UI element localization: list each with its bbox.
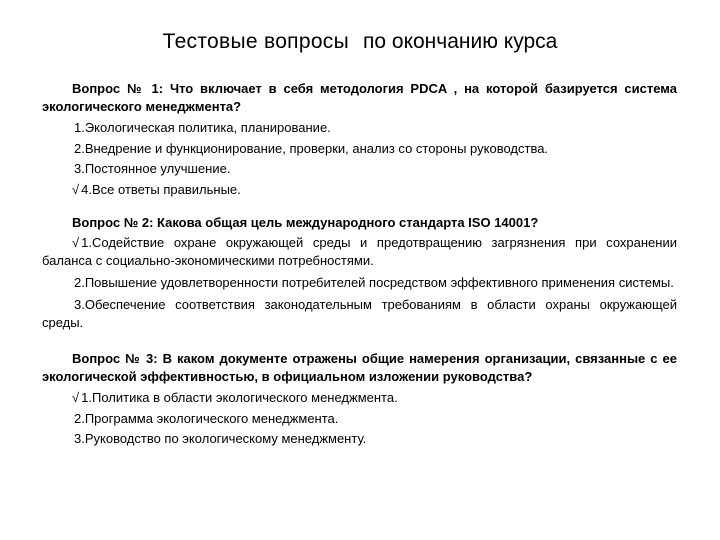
answer-text: 1.Политика в области экологического менеджмента. <box>81 390 398 405</box>
question-1-text: Вопрос № 1: Что включает в себя методология PDCA , на которой базируется система экологического менеджмента? <box>42 81 677 114</box>
check-mark: √ <box>72 390 80 405</box>
answer-1-1 <box>42 118 677 139</box>
check-mark: √ <box>72 181 80 197</box>
answer-text: 2.Внедрение и функционирование, проверки, анализ со стороны руководства. <box>74 140 549 156</box>
answer-text: 3.Руководство по экологическому менеджменту. <box>74 431 367 446</box>
title-main: Тестовые вопросы <box>162 30 350 53</box>
answer-3-3 <box>42 429 677 450</box>
answer-text: 4.Все ответы правильные. <box>81 181 241 197</box>
answer-1-3 <box>42 159 677 180</box>
answer-2-3 <box>42 296 677 332</box>
answer-text: 3.Обеспечение соответствия законодательным требованиям в области охраны окружающей среды. <box>42 297 677 330</box>
title-rest: по окончанию курса <box>363 30 558 53</box>
answer-1-2 <box>42 139 677 160</box>
answer-text: 1.Экологическая политика, планирование. <box>74 120 331 135</box>
answer-text: 1.Содействие охране окружающей среды и предотвращению загрязнения при сохранении баланса с социально-экономическими потребностями. <box>42 235 677 268</box>
answer-3-1 <box>42 388 677 409</box>
answer-2-1 <box>42 234 677 270</box>
question-3-text: Вопрос № 3: В каком документе отражены общие намерения организации, связанные с ее экологической эффективностью, в официальном изложении руководства? <box>42 351 677 384</box>
answer-2-2 <box>42 274 677 292</box>
answer-text: 3.Постоянное улучшение. <box>74 161 231 176</box>
answer-3-2 <box>42 409 677 430</box>
question-2-text: Вопрос № 2: Какова общая цель международного стандарта ISO 14001? <box>72 215 539 230</box>
answer-1-4 <box>42 180 677 201</box>
page-title <box>0 30 720 54</box>
questions-list <box>42 80 677 450</box>
answer-text: 2.Повышение удовлетворенности потребителей посредством эффективного применения системы. <box>74 275 674 290</box>
check-mark: √ <box>72 235 80 250</box>
answer-text: 2.Программа экологического менеджмента. <box>74 410 339 426</box>
